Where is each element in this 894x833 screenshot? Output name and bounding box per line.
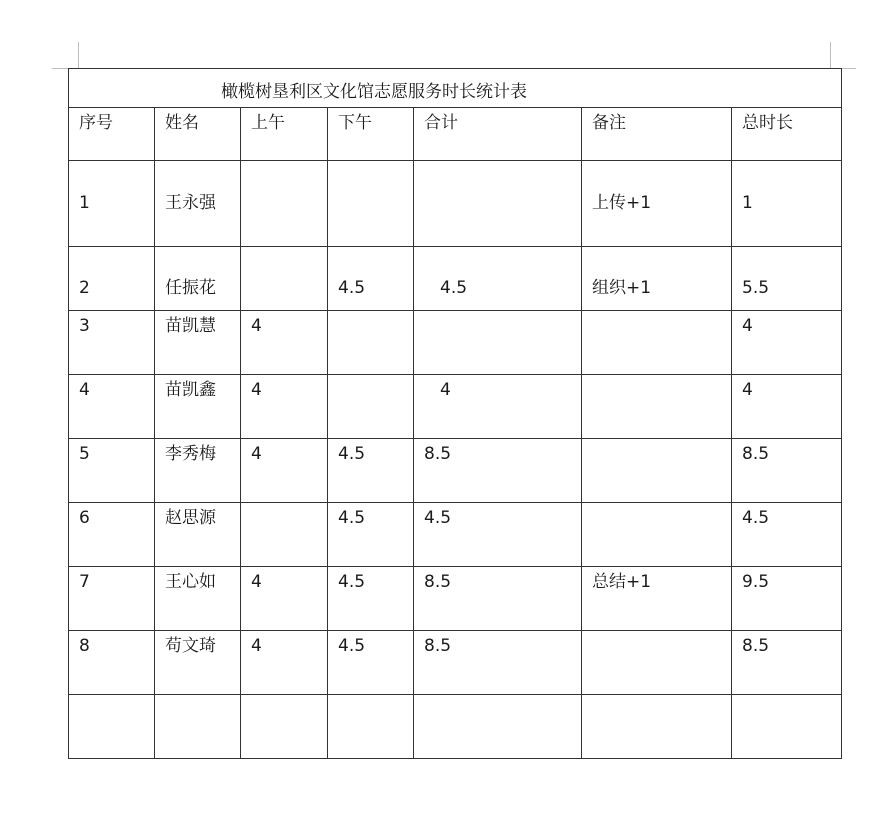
cell-value: 王永强 xyxy=(165,193,216,213)
cell-value: 4 xyxy=(251,380,262,400)
cell-name xyxy=(155,439,241,503)
cell-value: 苟文琦 xyxy=(165,636,216,656)
cell-name xyxy=(155,375,241,439)
cell-subtotal xyxy=(414,311,582,375)
cell-value: 5 xyxy=(79,444,90,464)
cell-value xyxy=(338,161,413,192)
cell-value xyxy=(338,695,413,699)
header-row xyxy=(69,108,842,161)
cell-value: 4.5 xyxy=(338,572,366,592)
cell-total xyxy=(732,311,842,375)
cell-remark xyxy=(582,567,732,631)
cell-value: 上传+1 xyxy=(592,193,652,213)
cell-value: 4.5 xyxy=(338,508,366,528)
cell-value: 赵思源 xyxy=(165,508,216,528)
cell-name xyxy=(155,695,241,759)
cell-subtotal xyxy=(414,161,582,247)
cell-value: 8.5 xyxy=(424,572,452,592)
header-label: 姓名 xyxy=(165,113,199,133)
cell-value xyxy=(424,311,581,315)
cell-value: 4 xyxy=(742,380,753,400)
cell-afternoon xyxy=(328,161,414,247)
cell-name xyxy=(155,503,241,567)
header-cell-remark xyxy=(582,108,732,161)
cell-value xyxy=(165,695,240,699)
cell-morning xyxy=(241,311,328,375)
cell-value: 1 xyxy=(79,193,90,213)
header-cell-morning xyxy=(241,108,328,161)
cell-total xyxy=(732,631,842,695)
cell-value xyxy=(742,695,841,699)
cell-value: 8 xyxy=(79,636,90,656)
cell-value: 4.5 xyxy=(742,508,770,528)
cell-total xyxy=(732,161,842,247)
crop-mark xyxy=(52,68,68,69)
cell-value: 苗凯慧 xyxy=(165,316,216,336)
cell-index xyxy=(69,439,155,503)
volunteer-hours-table xyxy=(68,68,842,759)
cell-morning xyxy=(241,503,328,567)
cell-value: 4 xyxy=(251,636,262,656)
header-cell-afternoon xyxy=(328,108,414,161)
table-row xyxy=(69,631,842,695)
cell-subtotal xyxy=(414,567,582,631)
cell-value: 6 xyxy=(79,508,90,528)
cell-afternoon xyxy=(328,503,414,567)
crop-mark xyxy=(830,42,831,68)
crop-mark xyxy=(78,42,79,68)
cell-index xyxy=(69,311,155,375)
title-row xyxy=(69,69,842,108)
cell-afternoon xyxy=(328,247,414,311)
header-label: 下午 xyxy=(338,113,372,133)
table-row-empty xyxy=(69,695,842,759)
table-row xyxy=(69,567,842,631)
cell-value: 4.5 xyxy=(338,444,366,464)
cell-value xyxy=(592,375,731,379)
cell-index xyxy=(69,161,155,247)
cell-morning xyxy=(241,631,328,695)
cell-value: 4 xyxy=(440,380,451,400)
cell-total xyxy=(732,375,842,439)
table-row xyxy=(69,311,842,375)
cell-value: 8.5 xyxy=(424,444,452,464)
cell-value: 8.5 xyxy=(742,444,770,464)
cell-subtotal xyxy=(414,439,582,503)
table-row xyxy=(69,503,842,567)
cell-value xyxy=(251,161,327,192)
cell-value: 4.5 xyxy=(338,636,366,656)
table-row xyxy=(69,375,842,439)
crop-mark xyxy=(840,68,856,69)
cell-subtotal xyxy=(414,631,582,695)
cell-value: 4.5 xyxy=(440,278,468,298)
cell-morning xyxy=(241,161,328,247)
cell-value xyxy=(592,311,731,315)
cell-subtotal xyxy=(414,247,582,311)
cell-afternoon xyxy=(328,375,414,439)
cell-value: 李秀梅 xyxy=(165,444,216,464)
table-row xyxy=(69,161,842,247)
cell-index xyxy=(69,503,155,567)
cell-morning xyxy=(241,247,328,311)
cell-subtotal xyxy=(414,695,582,759)
cell-value: 4.5 xyxy=(424,508,452,528)
cell-subtotal xyxy=(414,375,582,439)
cell-value: 4.5 xyxy=(338,278,366,298)
cell-value xyxy=(251,247,327,277)
title-cell xyxy=(69,69,842,108)
cell-value: 苗凯鑫 xyxy=(165,380,216,400)
cell-remark xyxy=(582,695,732,759)
cell-value xyxy=(251,503,327,507)
cell-total xyxy=(732,439,842,503)
cell-value: 任振花 xyxy=(165,278,216,298)
cell-name xyxy=(155,631,241,695)
cell-remark xyxy=(582,439,732,503)
cell-total xyxy=(732,247,842,311)
cell-total xyxy=(732,503,842,567)
cell-morning xyxy=(241,439,328,503)
cell-value: 王心如 xyxy=(165,572,216,592)
cell-value xyxy=(338,311,413,315)
cell-value xyxy=(251,695,327,699)
cell-value: 5.5 xyxy=(742,278,770,298)
cell-name xyxy=(155,247,241,311)
cell-name xyxy=(155,567,241,631)
cell-afternoon xyxy=(328,311,414,375)
cell-afternoon xyxy=(328,439,414,503)
cell-afternoon xyxy=(328,695,414,759)
cell-morning xyxy=(241,567,328,631)
header-cell-index xyxy=(69,108,155,161)
table-title: 橄榄树垦利区文化馆志愿服务时长统计表 xyxy=(221,81,527,102)
header-label: 合计 xyxy=(424,113,458,133)
header-label: 序号 xyxy=(79,113,113,133)
cell-value: 1 xyxy=(742,193,753,213)
cell-value: 3 xyxy=(79,316,90,336)
cell-value: 4 xyxy=(251,444,262,464)
cell-value xyxy=(592,503,731,507)
header-label: 备注 xyxy=(592,113,626,133)
header-label: 总时长 xyxy=(742,113,793,133)
header-cell-total xyxy=(732,108,842,161)
cell-value xyxy=(79,695,154,699)
cell-value xyxy=(424,161,581,192)
header-cell-name xyxy=(155,108,241,161)
cell-total xyxy=(732,567,842,631)
cell-value xyxy=(592,695,731,699)
cell-value: 8.5 xyxy=(424,636,452,656)
cell-value: 2 xyxy=(79,278,90,298)
cell-remark xyxy=(582,247,732,311)
cell-value xyxy=(424,695,581,699)
cell-value: 组织+1 xyxy=(592,278,652,298)
cell-total xyxy=(732,695,842,759)
cell-remark xyxy=(582,631,732,695)
cell-morning xyxy=(241,695,328,759)
cell-value: 4 xyxy=(251,316,262,336)
cell-remark xyxy=(582,161,732,247)
cell-afternoon xyxy=(328,567,414,631)
cell-value: 4 xyxy=(742,316,753,336)
cell-remark xyxy=(582,375,732,439)
cell-subtotal xyxy=(414,503,582,567)
cell-name xyxy=(155,311,241,375)
cell-value: 总结+1 xyxy=(592,572,652,592)
cell-index xyxy=(69,375,155,439)
cell-remark xyxy=(582,503,732,567)
cell-index xyxy=(69,631,155,695)
cell-value: 7 xyxy=(79,572,90,592)
cell-afternoon xyxy=(328,631,414,695)
cell-index xyxy=(69,695,155,759)
cell-value: 4 xyxy=(251,572,262,592)
header-cell-subtotal xyxy=(414,108,582,161)
cell-morning xyxy=(241,375,328,439)
cell-index xyxy=(69,567,155,631)
table-row xyxy=(69,247,842,311)
cell-name xyxy=(155,161,241,247)
table-row xyxy=(69,439,842,503)
cell-value: 4 xyxy=(79,380,90,400)
cell-value: 8.5 xyxy=(742,636,770,656)
header-label: 上午 xyxy=(251,113,285,133)
cell-remark xyxy=(582,311,732,375)
cell-value xyxy=(592,631,731,635)
cell-value xyxy=(338,375,413,379)
cell-value xyxy=(592,439,731,443)
cell-index xyxy=(69,247,155,311)
cell-value: 9.5 xyxy=(742,572,770,592)
